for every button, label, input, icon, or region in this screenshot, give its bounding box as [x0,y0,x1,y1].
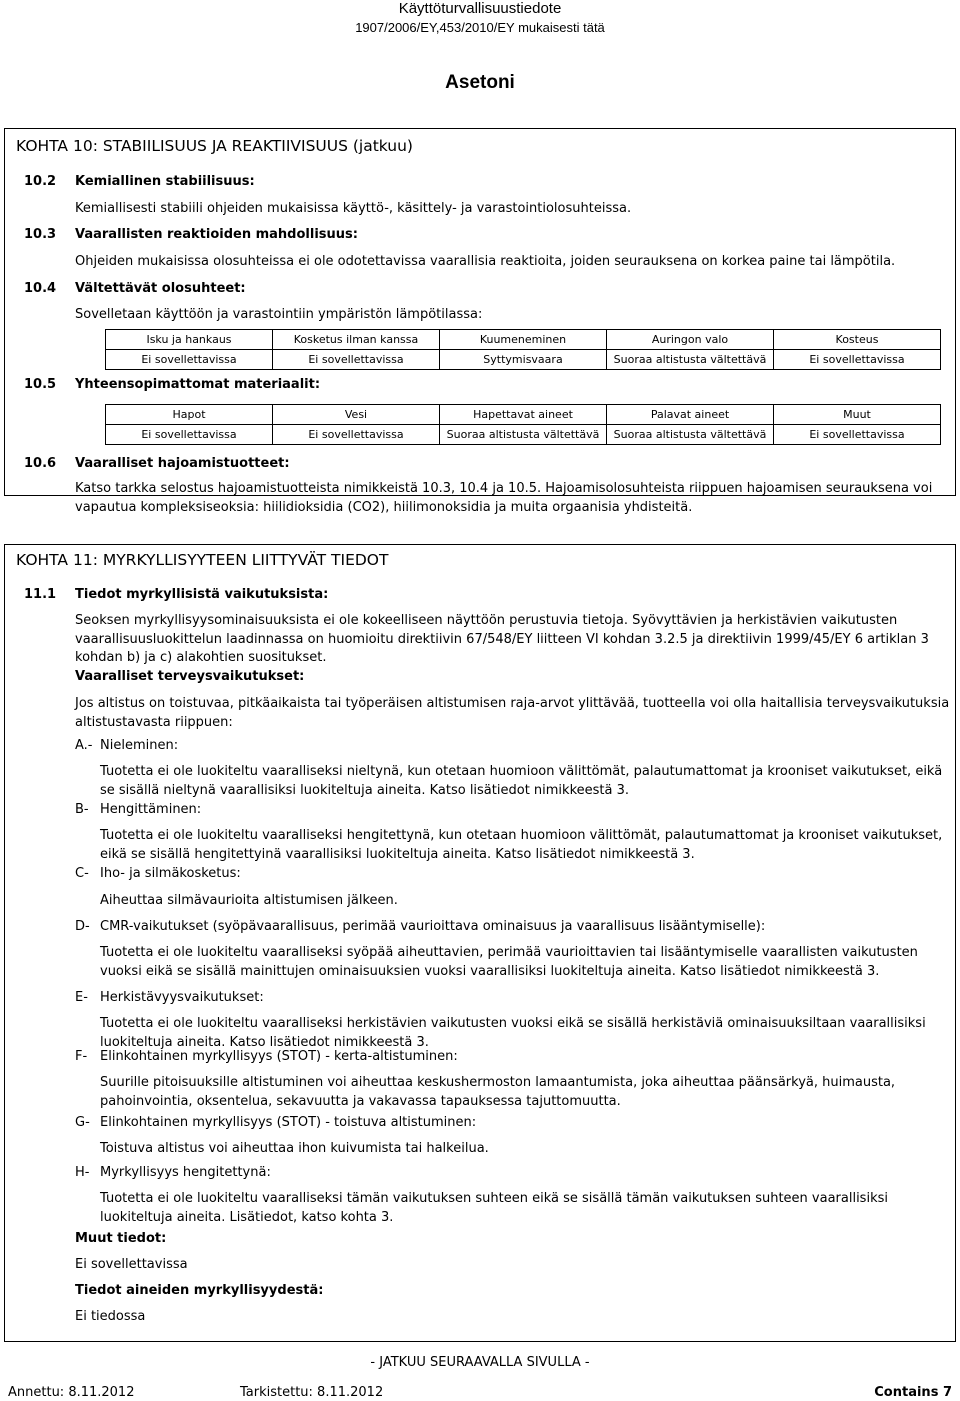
table-cell: Ei sovellettavissa [273,425,440,445]
page-contains-count: Contains 7 [874,1385,952,1400]
substance-toxicity-label: Tiedot aineiden myrkyllisyydestä: [75,1283,324,1298]
table-header-cell: Muut [774,405,941,425]
substance-toxicity-text: Ei tiedossa [75,1309,146,1324]
item-g-label: Elinkohtainen myrkyllisyys (STOT) - toistuva altistuminen: [100,1115,477,1130]
table-cell: Ei sovellettavissa [273,350,440,370]
table-row [106,425,941,445]
item-d-label: CMR-vaikutukset (syöpävaarallisuus, perimää vaurioittava ominaisuus ja vaarallisuus lisääntymiselle): [100,919,766,934]
item-a-text: Tuotetta ei ole luokiteltu vaaralliseksi nieltynä, kun otetaan huomioon välittömät, palautumattomat ja krooniset vaikutukset, eikä se sisällä nieltynä vaarallisiksi luokiteltuja aineita. Katso lisätiedot nimikkeestä 3. [100,764,943,798]
item-b-letter: B- [75,802,89,817]
section-11-title: KOHTA 11: MYRKYLLISYYTEEN LIITTYVÄT TIEDOT [16,551,389,569]
item-g-letter: G- [75,1115,90,1130]
document-title: Käyttöturvallisuustiedote [398,0,562,17]
subsection-10-6-number: 10.6 [24,456,57,471]
table-cell: Ei sovellettavissa [774,425,941,445]
item-d-letter: D- [75,919,90,934]
section-10-title: KOHTA 10: STABIILISUUS JA REAKTIIVISUUS (jatkuu) [16,137,413,155]
table-cell: Suoraa altistusta vältettävä [440,425,607,445]
table-header-cell: Palavat aineet [607,405,774,425]
health-effects-text: Jos altistus on toistuvaa, pitkäaikaista tai työperäisen altistumisen raja-arvot ylittävää, tuotteella voi olla haitallisia terveysvaikutuksia altistustavasta riippuen: [75,696,950,730]
subsection-10-2-number: 10.2 [24,174,57,189]
health-effects-label: Vaaralliset terveysvaikutukset: [75,669,305,684]
section-11-box [4,544,956,1342]
item-b-text: Tuotetta ei ole luokiteltu vaaralliseksi hengitettynä, kun otetaan huomioon välittömät, palautumattomat ja krooniset vaikutukset, eikä se sisällä hengitettyinä vaarallisiksi luokiteltuja aineita. Katso lisätiedot nimikkeestä 3. [100,828,943,862]
table-header-cell: Kuumeneminen [440,330,607,350]
item-a-label: Nieleminen: [100,738,179,753]
checked-date: Tarkistettu: 8.11.2012 [240,1385,384,1400]
table-cell: Suoraa altistusta vältettävä [607,350,774,370]
item-a-letter: A.- [75,738,93,753]
item-c-text: Aiheuttaa silmävaurioita altistumisen jälkeen. [100,893,398,908]
conditions-to-avoid-table [105,329,941,370]
item-f-label: Elinkohtainen myrkyllisyys (STOT) - kerta-altistuminen: [100,1049,458,1064]
item-e-text: Tuotetta ei ole luokiteltu vaaralliseksi herkistävien vaikutusten vuoksi eikä se sisällä herkistäviä ominaisuuksiltaan vaarallisiksi luokiteltuja aineita. Katso lisätiedot nimikkeestä 3. [100,1016,926,1050]
subsection-10-5-number: 10.5 [24,377,57,392]
table-row [106,350,941,370]
table-cell: Syttymisvaara [440,350,607,370]
subsection-10-3-number: 10.3 [24,227,57,242]
table-cell: Ei sovellettavissa [106,350,273,370]
subsection-10-4-label: Vältettävät olosuhteet: [75,281,246,296]
table-header-row [106,405,941,425]
item-e-label: Herkistävyysvaikutukset: [100,990,264,1005]
table-cell: Ei sovellettavissa [774,350,941,370]
toxicity-intro-text: Seoksen myrkyllisyysominaisuuksista ei ole kokeelliseen näyttöön perustuvia tietoja. Syövyttävien ja herkistävien vaikutusten vaarallisuusluokittelun laadinnassa on huomioitu direktiivin 67/548/EY liitteen VI kohdan 3.2.5 ja direktiivin 1999/45/EY 6 artiklan 3 kohdan b) ja c) alakohtien suositukset. [75,613,929,665]
item-e-letter: E- [75,990,88,1005]
item-c-letter: C- [75,866,89,881]
other-info-label: Muut tiedot: [75,1231,167,1246]
subsection-11-1-label: Tiedot myrkyllisistä vaikutuksista: [75,587,329,602]
table-header-cell: Auringon valo [607,330,774,350]
table-header-cell: Kosteus [774,330,941,350]
table-header-cell: Hapettavat aineet [440,405,607,425]
item-h-label: Myrkyllisyys hengitettynä: [100,1165,271,1180]
subsection-10-2-text: Kemiallisesti stabiili ohjeiden mukaisissa käyttö-, käsittely- ja varastointiolosuhteissa. [75,201,632,216]
other-info-text: Ei sovellettavissa [75,1257,188,1272]
subsection-10-4-text: Sovelletaan käyttöön ja varastointiin ympäristön lämpötilassa: [75,307,483,322]
table-header-cell: Vesi [273,405,440,425]
subsection-10-3-label: Vaarallisten reaktioiden mahdollisuus: [75,227,358,242]
table-header-cell: Hapot [106,405,273,425]
item-h-letter: H- [75,1165,90,1180]
subsection-10-2-label: Kemiallinen stabiilisuus: [75,174,255,189]
item-h-text: Tuotetta ei ole luokiteltu vaaralliseksi tämän vaikutuksen suhteen eikä se sisällä tämän vaikutuksen suhteen vaarallisiksi luokiteltuja aineita. Lisätiedot, katso kohta 3. [100,1191,888,1225]
continued-notice: - JATKUU SEURAAVALLA SIVULLA - [370,1355,590,1370]
table-header-cell: Isku ja hankaus [106,330,273,350]
subsection-10-6-text: Katso tarkka selostus hajoamistuotteista nimikkeistä 10.3, 10.4 ja 10.5. Hajoamisolosuhteista riippuen hajoamisen seurauksena voi vapautua kompleksiseoksia: hiilidioksidia (CO2), hiilimonoksidia ja muita orgaanisia yhdisteitä. [75,481,933,515]
subsection-10-3-text: Ohjeiden mukaisissa olosuhteissa ei ole odotettavissa vaarallisia reaktioita, joiden seurauksena on korkea paine tai lämpötila. [75,254,896,269]
incompatible-materials-table [105,404,941,445]
table-header-row [106,330,941,350]
subsection-10-4-number: 10.4 [24,281,57,296]
item-d-text: Tuotetta ei ole luokiteltu vaaralliseksi syöpää aiheuttavien, perimää vaurioittavien tai lisääntymiselle vaarallisten vaikutusten vuoksi eikä se sisällä mainittujen ominaisuuksien vuoksi vaarallisiksi luokiteltuja aineita. Katso lisätiedot nimikkeestä 3. [100,945,918,979]
item-g-text: Toistuva altistus voi aiheuttaa ihon kuivumista tai halkeilua. [100,1141,489,1156]
table-cell: Suoraa altistusta vältettävä [607,425,774,445]
item-f-letter: F- [75,1049,88,1064]
regulation-subtitle: 1907/2006/EY,453/2010/EY mukaisesti tätä [355,20,605,35]
product-name: Asetoni [445,72,515,93]
subsection-10-5-label: Yhteensopimattomat materiaalit: [75,377,321,392]
section-10-box [4,128,956,515]
table-cell: Ei sovellettavissa [106,425,273,445]
subsection-11-1-number: 11.1 [24,587,57,602]
table-header-cell: Kosketus ilman kanssa [273,330,440,350]
subsection-10-6-label: Vaaralliset hajoamistuotteet: [75,456,290,471]
item-c-label: Iho- ja silmäkosketus: [100,866,241,881]
item-b-label: Hengittäminen: [100,802,202,817]
item-f-text: Suurille pitoisuuksille altistuminen voi aiheuttaa keskushermoston lamaantumista, joka aiheuttaa päänsärkyä, huimausta, pahoinvointia, oksentelua, sekavuutta ja vakavassa tapauksessa tajuttomuutta. [100,1075,896,1109]
issued-date: Annettu: 8.11.2012 [8,1385,135,1400]
